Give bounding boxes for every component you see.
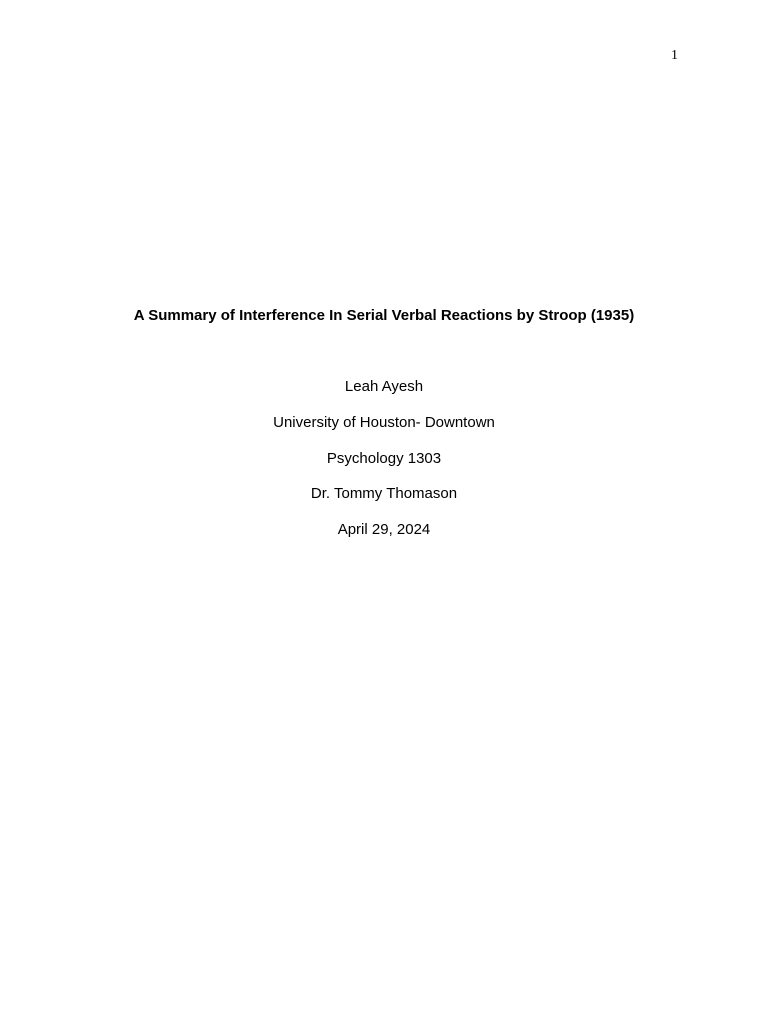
instructor-name: Dr. Tommy Thomason [310, 485, 458, 503]
institution-name: University of Houston- Downtown [273, 413, 495, 431]
author-name: Leah Ayesh [344, 378, 424, 395]
page-number: 1 [671, 48, 678, 63]
title-page-byline [0, 377, 768, 556]
submission-date: April 29, 2024 [337, 521, 431, 538]
paper-title: A Summary of Interference In Serial Verbal Reactions by Stroop (1935) [133, 307, 635, 324]
course-name: Psychology 1303 [326, 449, 442, 467]
